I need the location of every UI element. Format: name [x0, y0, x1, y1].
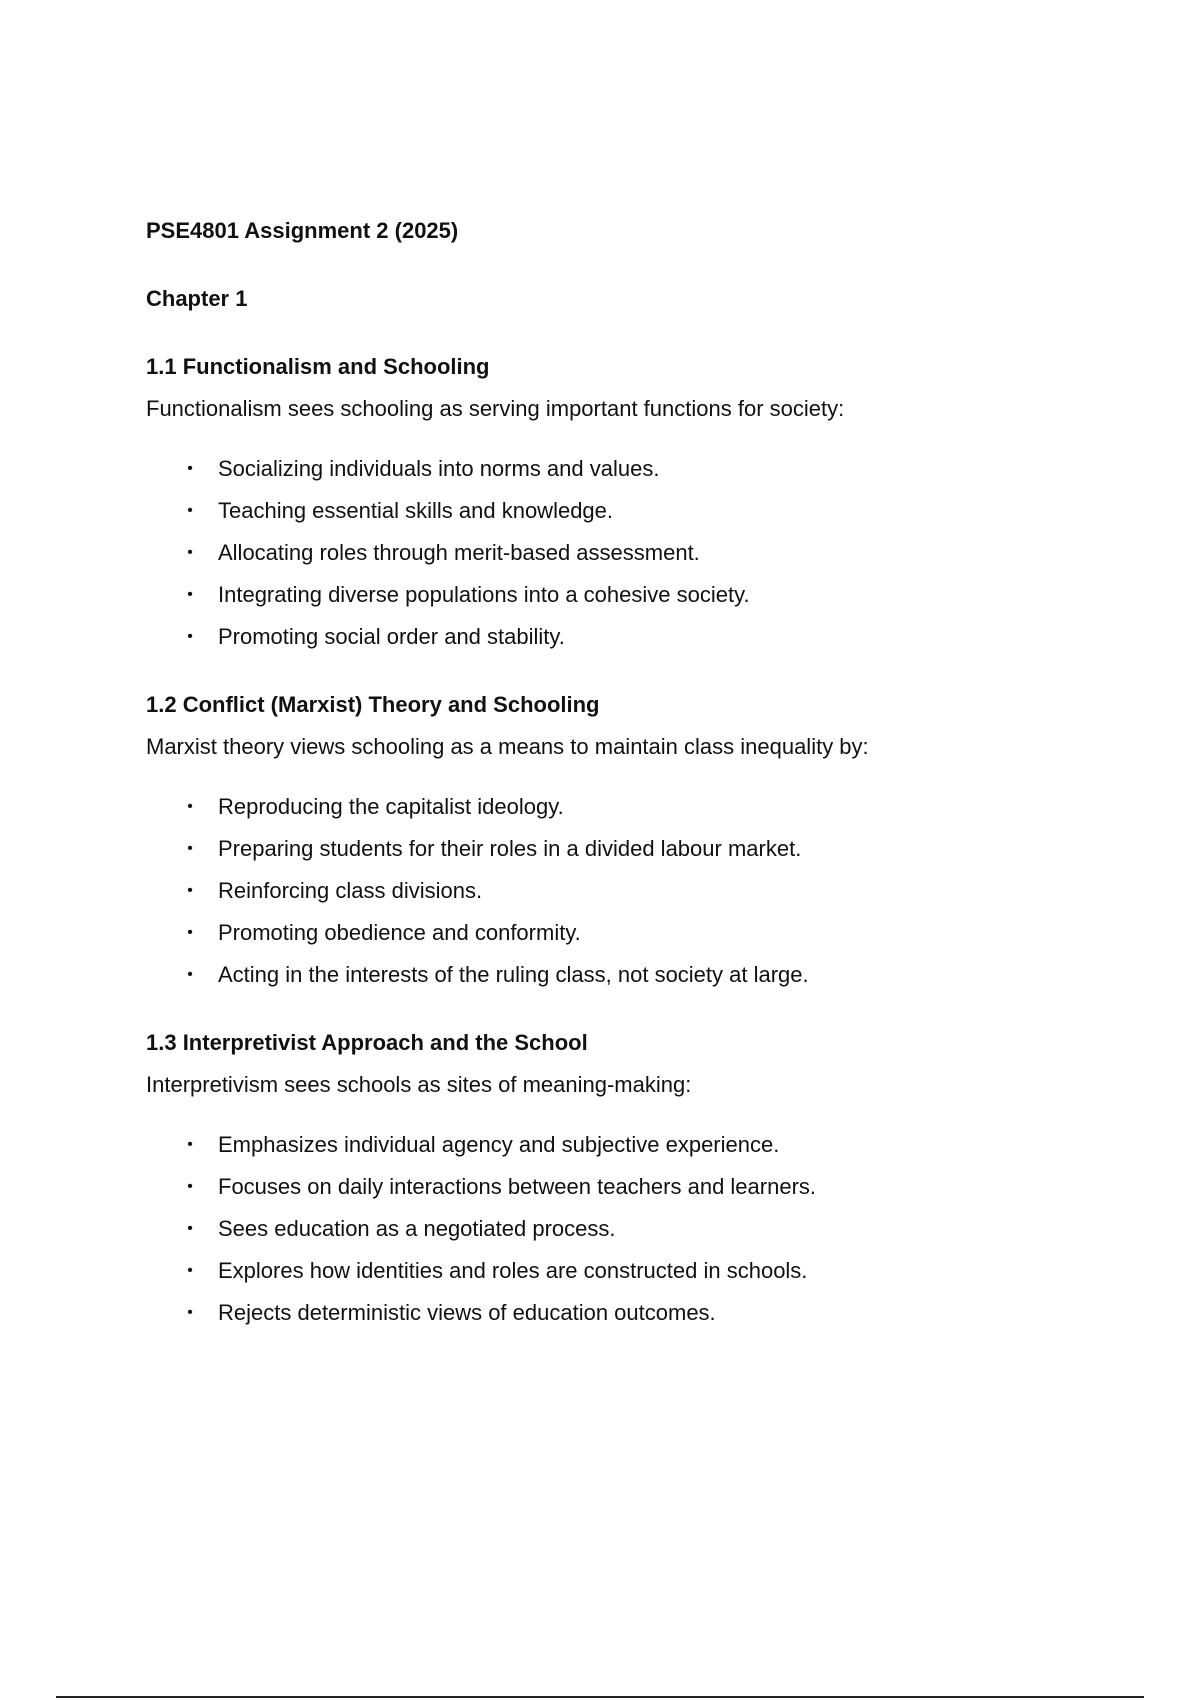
- bullet-icon: •: [187, 1262, 193, 1279]
- chapter-heading: Chapter 1: [146, 286, 248, 311]
- list-item: [146, 1256, 1106, 1286]
- list-item: [146, 496, 1106, 526]
- bullet-icon: •: [187, 840, 193, 857]
- list-item-text: Reinforcing class divisions.: [218, 878, 483, 903]
- footer-divider: [56, 1696, 1144, 1698]
- list-item: [146, 1298, 1106, 1328]
- section-intro: Functionalism sees schooling as serving important functions for society:: [146, 396, 845, 421]
- list-item: [146, 580, 1106, 610]
- document-content: [146, 216, 1106, 1366]
- bullet-icon: •: [187, 586, 193, 603]
- list-item-text: Integrating diverse populations into a cohesive society.: [218, 582, 750, 607]
- section-heading: 1.2 Conflict (Marxist) Theory and Schooling: [146, 692, 600, 717]
- list-item-text: Teaching essential skills and knowledge.: [218, 498, 614, 523]
- list-item-text: Explores how identities and roles are constructed in schools.: [218, 1258, 808, 1283]
- bullet-icon: •: [187, 966, 193, 983]
- section-heading: 1.1 Functionalism and Schooling: [146, 354, 490, 379]
- list-item-text: Promoting social order and stability.: [218, 624, 565, 649]
- section-intro: Marxist theory views schooling as a means to maintain class inequality by:: [146, 734, 869, 759]
- bullet-list: [146, 792, 1106, 990]
- list-item: [146, 1172, 1106, 1202]
- list-item: [146, 834, 1106, 864]
- bullet-icon: •: [187, 628, 193, 645]
- list-item-text: Allocating roles through merit-based assessment.: [218, 540, 700, 565]
- bullet-icon: •: [187, 882, 193, 899]
- document-title: PSE4801 Assignment 2 (2025): [146, 218, 459, 243]
- bullet-icon: •: [187, 798, 193, 815]
- list-item: [146, 960, 1106, 990]
- section-functionalism: [146, 352, 1106, 652]
- list-item-text: Promoting obedience and conformity.: [218, 920, 581, 945]
- list-item-text: Acting in the interests of the ruling class, not society at large.: [218, 962, 809, 987]
- section-interpretivist: [146, 1028, 1106, 1328]
- list-item: [146, 918, 1106, 948]
- list-item: [146, 1214, 1106, 1244]
- bullet-icon: •: [187, 924, 193, 941]
- bullet-icon: •: [187, 1136, 193, 1153]
- list-item-text: Reproducing the capitalist ideology.: [218, 794, 564, 819]
- bullet-list: [146, 1130, 1106, 1328]
- list-item-text: Rejects deterministic views of education outcomes.: [218, 1300, 716, 1325]
- list-item-text: Emphasizes individual agency and subjective experience.: [218, 1132, 780, 1157]
- list-item: [146, 1130, 1106, 1160]
- bullet-list: [146, 454, 1106, 652]
- section-intro: Interpretivism sees schools as sites of meaning-making:: [146, 1072, 692, 1097]
- bullet-icon: •: [187, 1178, 193, 1195]
- list-item-text: Focuses on daily interactions between teachers and learners.: [218, 1174, 817, 1199]
- list-item-text: Preparing students for their roles in a divided labour market.: [218, 836, 802, 861]
- bullet-icon: •: [187, 1220, 193, 1237]
- list-item-text: Socializing individuals into norms and values.: [218, 456, 660, 481]
- list-item: [146, 622, 1106, 652]
- list-item: [146, 876, 1106, 906]
- list-item: [146, 792, 1106, 822]
- bullet-icon: •: [187, 1304, 193, 1321]
- list-item-text: Sees education as a negotiated process.: [218, 1216, 616, 1241]
- bullet-icon: •: [187, 544, 193, 561]
- bullet-icon: •: [187, 502, 193, 519]
- bullet-icon: •: [187, 460, 193, 477]
- section-heading: 1.3 Interpretivist Approach and the School: [146, 1030, 588, 1055]
- list-item: [146, 454, 1106, 484]
- section-conflict-theory: [146, 690, 1106, 990]
- list-item: [146, 538, 1106, 568]
